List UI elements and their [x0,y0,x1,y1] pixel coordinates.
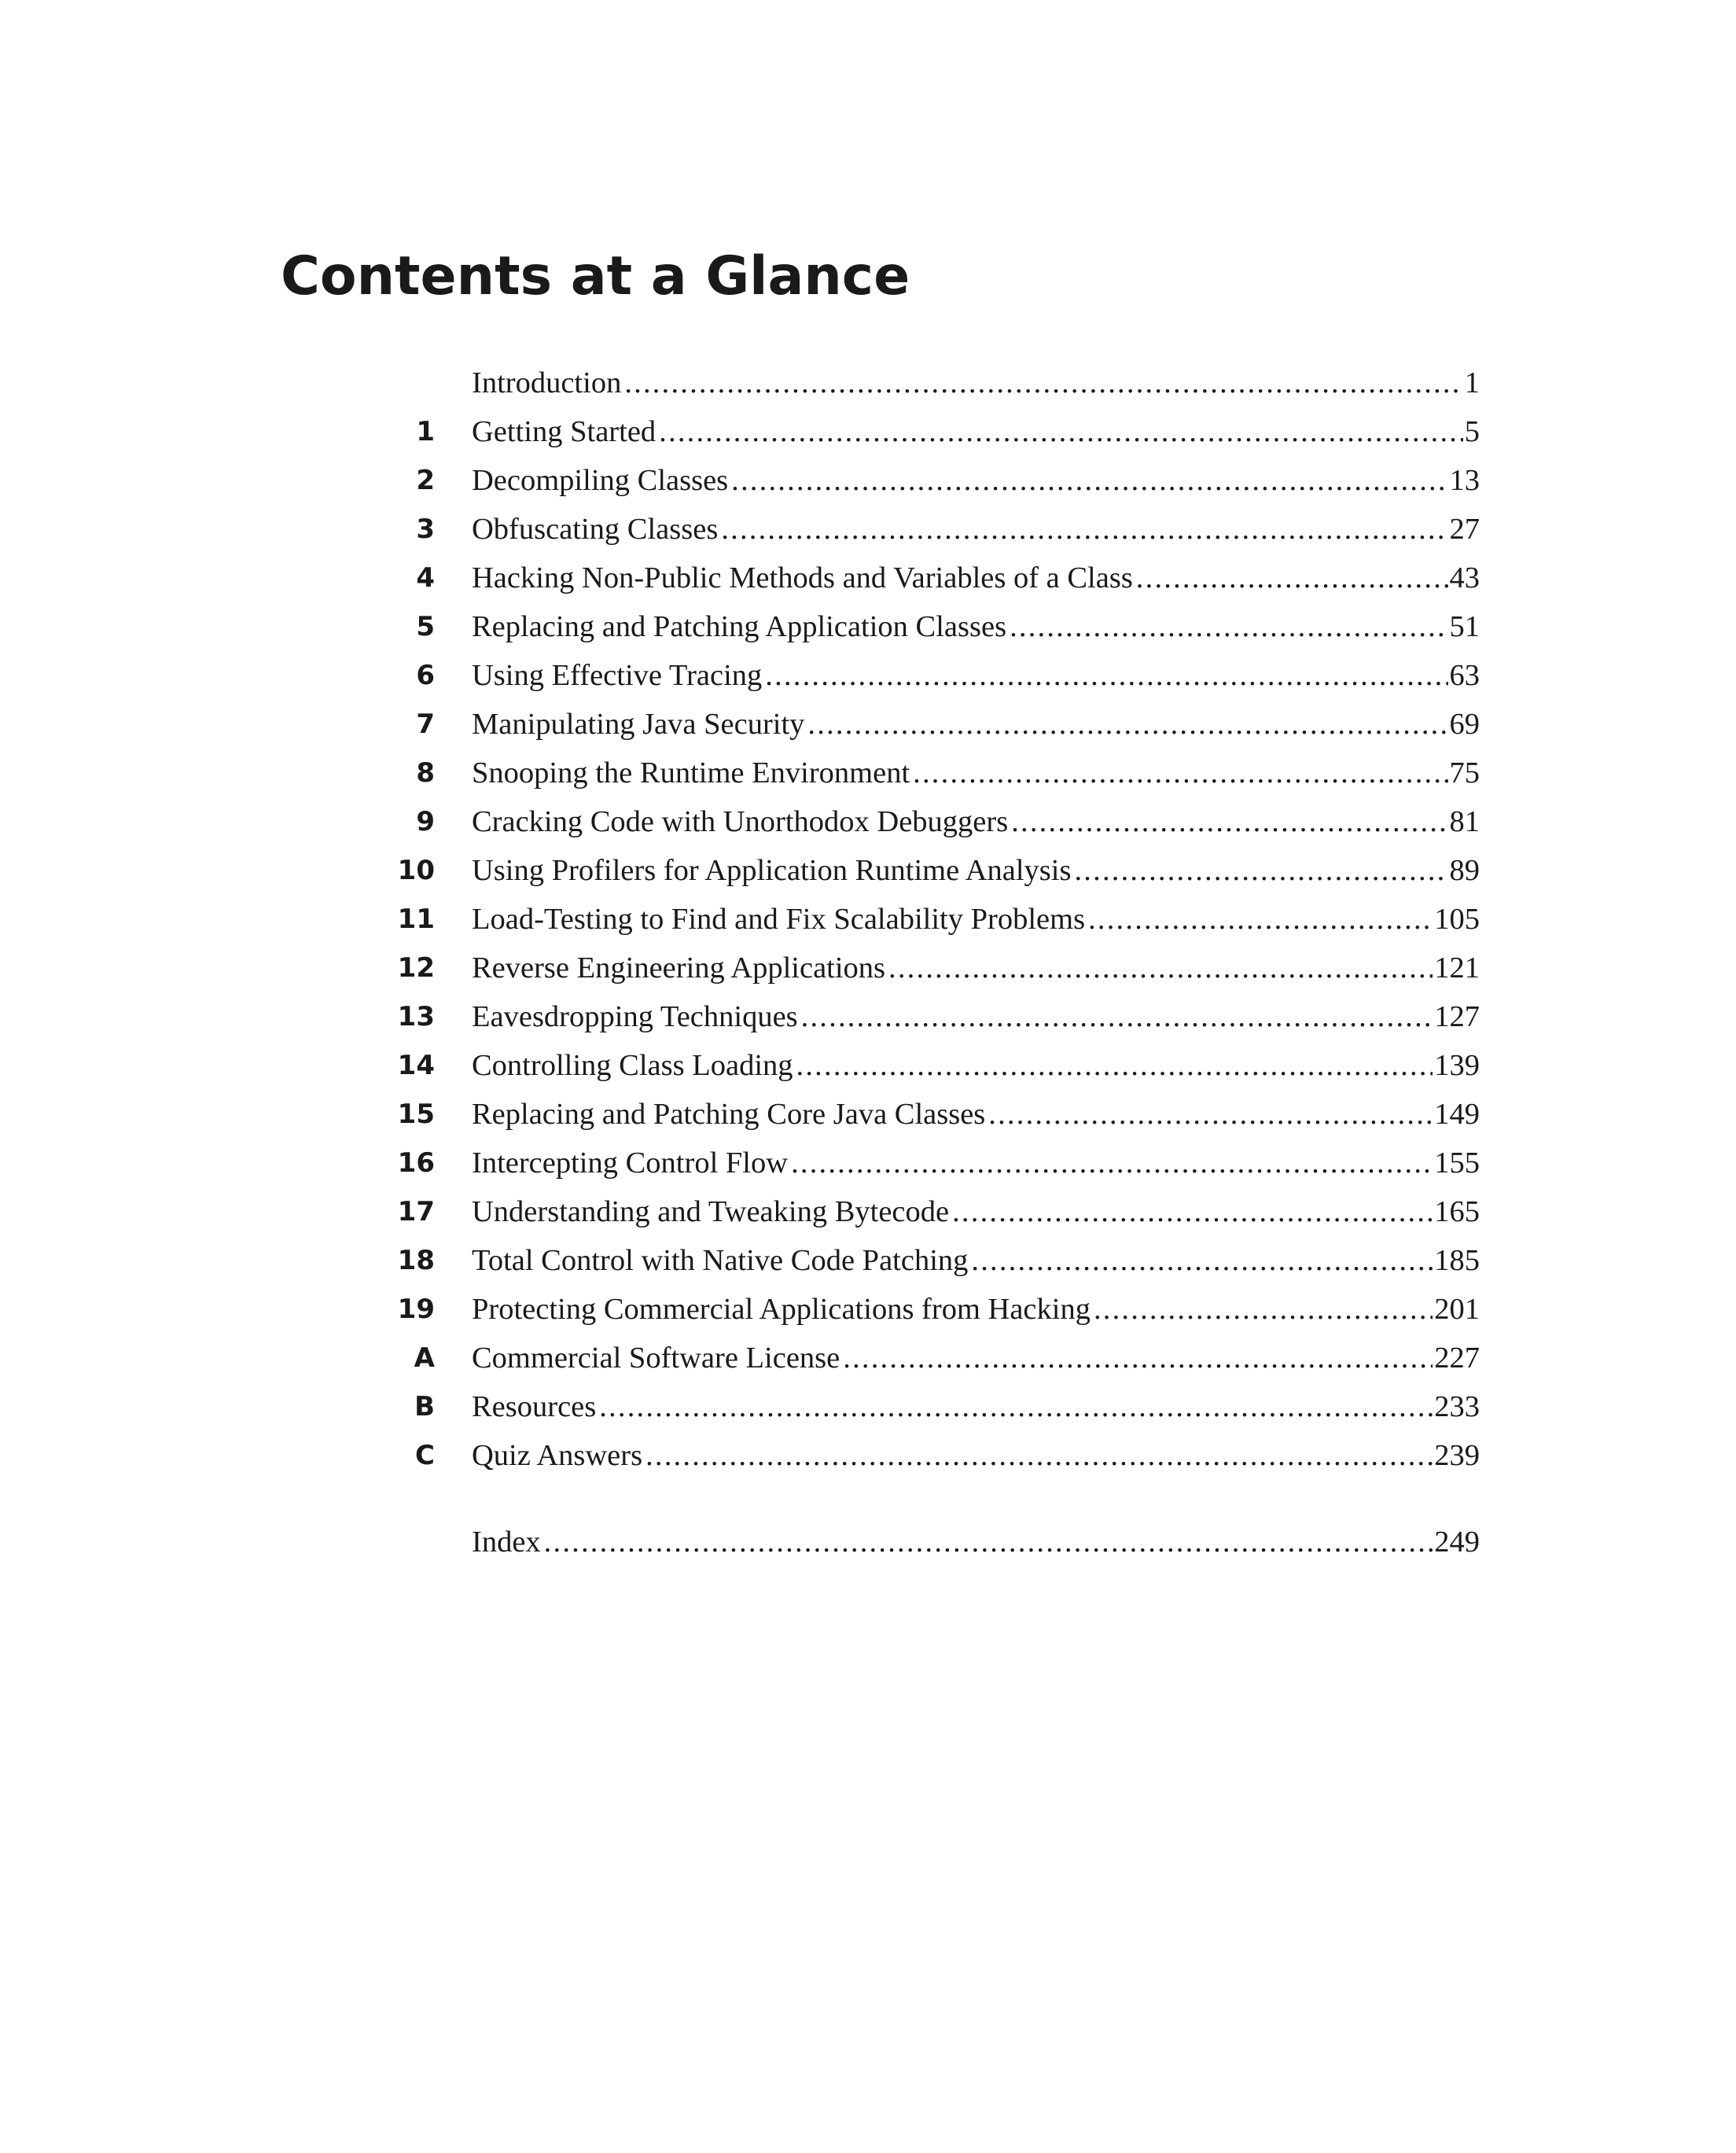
toc-page-number: 105 [1434,903,1480,936]
dot-leader [952,1187,1433,1236]
toc-entry[interactable] [472,1382,1480,1431]
dot-leader [645,1431,1433,1480]
toc-number: 6 [416,660,435,691]
dot-leader [721,505,1447,554]
toc-title: Load-Testing to Find and Fix Scalability Problems [472,903,1086,936]
toc-row-chapter-17 [0,1187,1736,1236]
toc-page-number: 51 [1449,610,1480,643]
dot-leader [888,944,1433,992]
toc-page-number: 75 [1449,756,1480,789]
toc-entry[interactable] [472,407,1480,456]
toc-entry[interactable] [472,1187,1480,1236]
dot-leader [843,1334,1433,1382]
toc-row-chapter-8 [0,749,1736,797]
toc-entry[interactable] [472,1334,1480,1382]
toc-row-chapter-2 [0,456,1736,505]
toc-page-number: 165 [1434,1195,1480,1228]
toc-page-number: 13 [1449,464,1480,497]
toc-title: Cracking Code with Unorthodox Debuggers [472,805,1009,838]
toc-title: Decompiling Classes [472,464,729,497]
toc-page-number: 27 [1449,513,1480,546]
toc-page-number: 227 [1434,1341,1480,1375]
dot-leader [791,1139,1433,1187]
toc-number: 18 [397,1245,435,1276]
toc-title: Using Effective Tracing [472,659,763,692]
toc-title: Introduction [472,366,622,399]
toc-page-number: 121 [1434,951,1480,984]
dot-leader [1088,895,1433,944]
toc-page-number: 69 [1449,708,1480,741]
toc-number: 19 [397,1294,435,1325]
toc-row-appendix-c [0,1431,1736,1480]
toc-number: A [414,1342,435,1374]
toc-entry[interactable] [472,749,1480,797]
toc-row-chapter-1 [0,407,1736,456]
toc-row-chapter-13 [0,992,1736,1041]
toc-entry[interactable] [472,359,1480,407]
toc-entry[interactable] [472,797,1480,846]
dot-leader [1010,602,1447,651]
toc-number: 17 [397,1196,435,1227]
toc-entry[interactable] [472,1041,1480,1090]
toc-entry[interactable] [472,1236,1480,1285]
toc-title: Manipulating Java Security [472,708,805,741]
toc-number: 7 [416,708,435,740]
toc-row-chapter-5 [0,602,1736,651]
toc-number: 5 [416,611,435,642]
toc-page-number: 201 [1434,1293,1480,1326]
toc-row-chapter-3 [0,505,1736,554]
toc-title: Replacing and Patching Core Java Classes [472,1098,986,1131]
toc-entry[interactable] [472,944,1480,992]
dot-leader [807,700,1447,749]
toc-row-index [0,1518,1736,1566]
toc-number: 8 [416,757,435,789]
toc-number: B [414,1391,435,1422]
dot-leader [659,407,1463,456]
toc-row-chapter-19 [0,1285,1736,1334]
toc-page-number: 43 [1449,561,1480,594]
toc-number: 11 [397,904,435,935]
toc-row-appendix-b [0,1382,1736,1431]
toc-page-number: 249 [1434,1526,1480,1559]
toc-number: 16 [397,1147,435,1179]
toc-number: 9 [416,806,435,837]
toc-title: Protecting Commercial Applications from Hacking [472,1293,1091,1326]
toc-page-number: 239 [1434,1439,1480,1472]
toc-entry[interactable] [472,1518,1480,1566]
dot-leader [624,359,1462,407]
toc-title: Obfuscating Classes [472,513,719,546]
dot-leader [599,1382,1433,1431]
toc-title: Controlling Class Loading [472,1049,793,1082]
toc-title: Intercepting Control Flow [472,1146,789,1180]
dot-leader [544,1518,1433,1566]
toc-entry[interactable] [472,456,1480,505]
toc-entry[interactable] [472,992,1480,1041]
toc-entry[interactable] [472,554,1480,602]
toc-page-number: 5 [1464,415,1480,448]
toc-row-appendix-a [0,1334,1736,1382]
toc-number: 12 [397,952,435,984]
toc-title: Index [472,1526,541,1559]
toc-title: Eavesdropping Techniques [472,1000,798,1033]
dot-leader [1011,797,1447,846]
dot-leader [731,456,1447,505]
toc-number: 1 [416,416,435,447]
toc-entry[interactable] [472,1139,1480,1187]
toc-entry[interactable] [472,700,1480,749]
dot-leader [988,1090,1433,1139]
toc-title: Getting Started [472,415,657,448]
dot-leader [1074,846,1447,895]
toc-page-number: 81 [1449,805,1480,838]
toc-entry[interactable] [472,651,1480,700]
page-title: Contents at a Glance [281,245,910,307]
toc-number: 13 [397,1001,435,1032]
toc-number: 14 [397,1050,435,1081]
toc-row-chapter-16 [0,1139,1736,1187]
toc-number: 2 [416,465,435,496]
toc-page-number: 1 [1464,366,1480,399]
toc-number: C [415,1440,435,1471]
toc-row-chapter-15 [0,1090,1736,1139]
toc-page-number: 89 [1449,854,1480,887]
toc-row-chapter-4 [0,554,1736,602]
dot-leader [913,749,1447,797]
dot-leader [765,651,1447,700]
dot-leader [796,1041,1433,1090]
toc-entry[interactable] [472,846,1480,895]
dot-leader [801,992,1433,1041]
toc-page-number: 185 [1434,1244,1480,1277]
toc-title: Snooping the Runtime Environment [472,756,910,789]
toc-title: Hacking Non-Public Methods and Variables of a Class [472,561,1133,594]
toc-title: Understanding and Tweaking Bytecode [472,1195,950,1228]
toc-row-chapter-18 [0,1236,1736,1285]
toc-number: 3 [416,513,435,545]
toc-page-number: 233 [1434,1390,1480,1423]
toc-entry[interactable] [472,1431,1480,1480]
toc-page-number: 155 [1434,1146,1480,1180]
toc-row-chapter-9 [0,797,1736,846]
toc-title: Replacing and Patching Application Classes [472,610,1007,643]
toc-row-chapter-6 [0,651,1736,700]
toc-entry[interactable] [472,895,1480,944]
toc-row-chapter-12 [0,944,1736,992]
toc-row-introduction [0,359,1736,407]
toc-row-chapter-11 [0,895,1736,944]
toc-title: Total Control with Native Code Patching [472,1244,969,1277]
dot-leader [971,1236,1433,1285]
toc-number: 4 [416,562,435,594]
toc-row-chapter-14 [0,1041,1736,1090]
toc-entry[interactable] [472,1285,1480,1334]
toc-row-chapter-10 [0,846,1736,895]
toc-title: Reverse Engineering Applications [472,951,886,984]
toc-title: Using Profilers for Application Runtime Analysis [472,854,1072,887]
toc-number: 10 [397,855,435,886]
dot-leader [1136,554,1448,602]
toc-row-chapter-7 [0,700,1736,749]
toc-entry[interactable] [472,1090,1480,1139]
dot-leader [1094,1285,1433,1334]
toc-page-number: 127 [1434,1000,1480,1033]
toc-page-number: 139 [1434,1049,1480,1082]
toc-page-number: 63 [1449,659,1480,692]
toc-entry[interactable] [472,602,1480,651]
toc-title: Quiz Answers [472,1439,643,1472]
toc-title: Resources [472,1390,597,1423]
toc-title: Commercial Software License [472,1341,840,1375]
toc-entry[interactable] [472,505,1480,554]
toc-number: 15 [397,1099,435,1130]
toc-page-number: 149 [1434,1098,1480,1131]
